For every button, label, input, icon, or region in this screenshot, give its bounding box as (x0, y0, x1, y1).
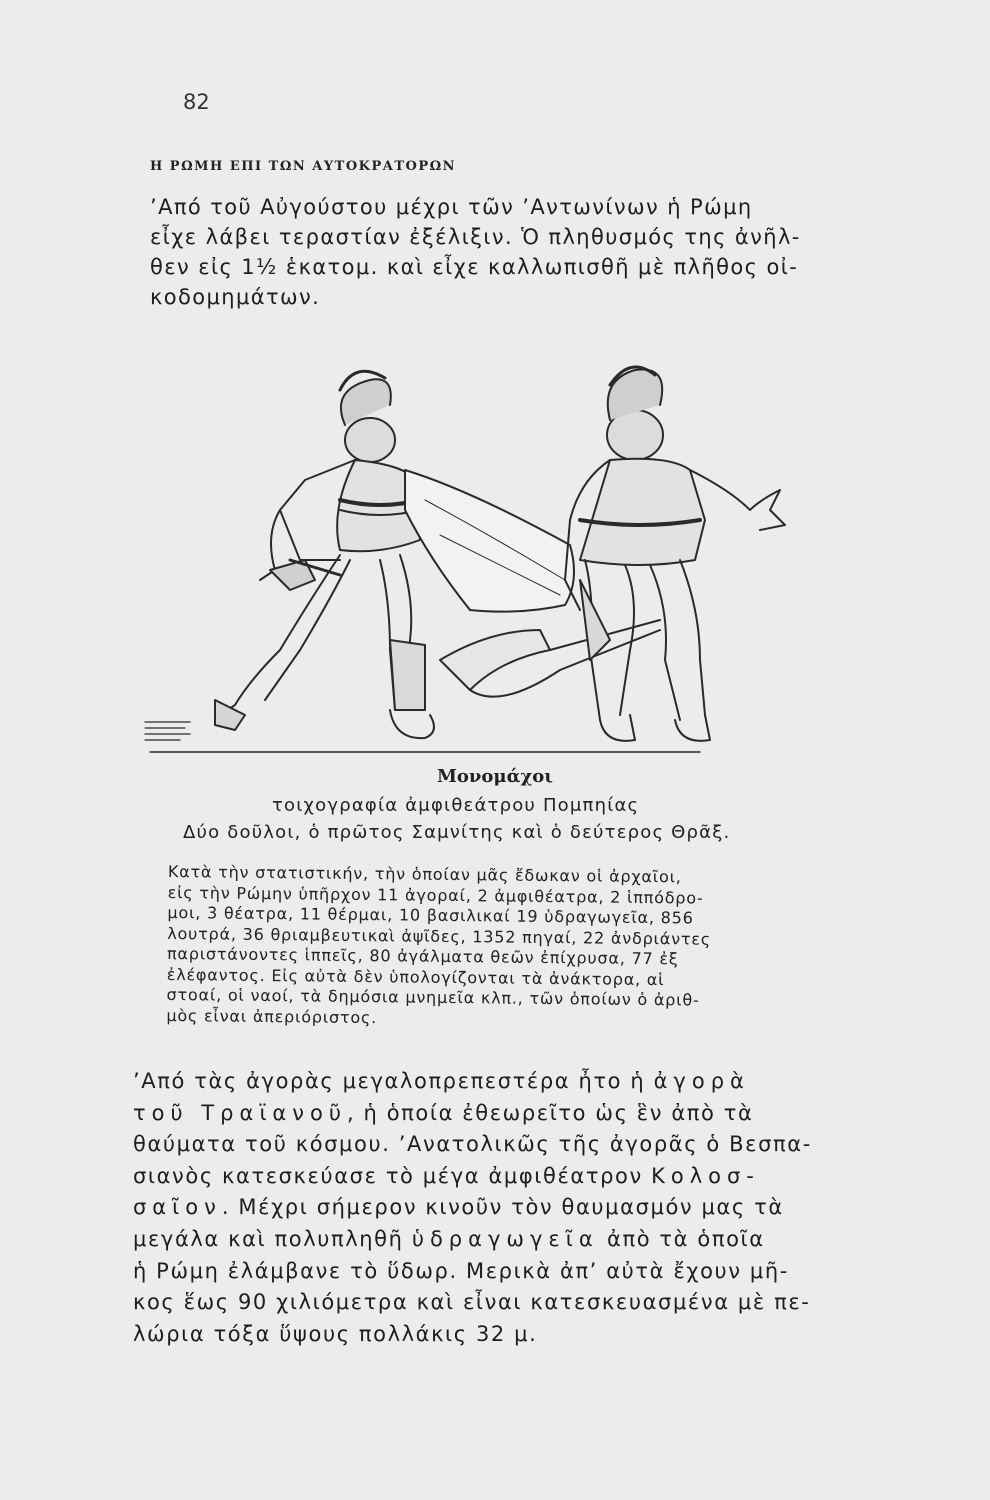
samnite-figure (215, 371, 574, 738)
main-text: , ἡ ὁποία ἐθεωρεῖτο ὡς ἓν ἀπὸ τὰ (347, 1100, 754, 1125)
emphasis-agora: ἀγορὰ (653, 1069, 750, 1093)
gladiators-engraving (140, 360, 800, 760)
main-paragraph (133, 1066, 863, 1350)
intro-paragraph (150, 192, 872, 312)
main-text: μεγάλα καὶ πολυπληθῆ (133, 1226, 412, 1251)
note-line: εἰς τὴν Ρώμην ὑπῆρχον 11 ἀγοραί, 2 ἀμφιθέατρα, 2 ἱππόδρο- (167, 882, 704, 908)
main-text: ’Από τὰς ἀγορὰς μεγαλοπρεπεστέρα ἦτο ἡ (133, 1069, 654, 1093)
emphasis-colosseum-cont: σαῖον (133, 1195, 222, 1220)
running-head: Η ΡΩΜΗ ΕΠΙ ΤΩΝ ΑΥΤΟΚΡΑΤΟΡΩΝ (150, 159, 457, 174)
figure-caption-line: τοιχογραφία ἀμφιθεάτρου Πομπηίας (272, 795, 640, 816)
emphasis-trajan: τοῦ Τραϊανοῦ (133, 1100, 347, 1125)
main-text: ἀπὸ τὰ ὁποῖα (598, 1226, 765, 1251)
main-line (133, 1066, 863, 1098)
page-number: 82 (183, 90, 210, 114)
main-line (133, 1098, 863, 1130)
intro-line: κοδομημάτων. (150, 285, 321, 309)
statistics-note (166, 862, 853, 1033)
main-line (133, 1192, 863, 1224)
gladiators-illustration (140, 360, 800, 760)
main-line: λώρια τόξα ὕψους πολλάκις 32 μ. (133, 1321, 538, 1346)
main-line: κος ἕως 90 χιλιόμετρα καὶ εἶναι κατεσκευασμένα μὲ πε- (133, 1290, 811, 1315)
figure-caption-title: Μονομάχοι (437, 766, 554, 787)
note-line: μὸς εἶναι ἀπεριόριστος. (166, 1005, 378, 1027)
intro-line: θεν εἰς 1½ ἑκατομ. καὶ εἶχε καλλωπισθῆ μὲ πλῆθος οἰ- (150, 255, 799, 279)
intro-line: εἶχε λάβει τεραστίαν ἐξέλιξιν. Ὁ πληθυσμός της ἀνῆλ- (150, 225, 801, 249)
figure-caption-line: Δύο δοῦλοι, ὁ πρῶτος Σαμνίτης καὶ ὁ δεύτερος Θρᾶξ. (183, 822, 731, 843)
emphasis-aqueducts: ὑδραγωγεῖα (411, 1226, 599, 1251)
note-line: Κατὰ τὴν στατιστικήν, τὴν ὁποίαν μᾶς ἔδωκαν οἱ ἀρχαῖοι, (167, 862, 682, 887)
emphasis-colosseum: Κολοσ- (651, 1163, 760, 1188)
main-line: ἡ Ρώμη ἐλάμβανε τὸ ὕδωρ. Μερικὰ ἀπ’ αὐτὰ ἔχουν μῆ- (133, 1258, 789, 1283)
note-line: στοαί, οἱ ναοί, τὰ δημόσια μνημεῖα κλπ., τῶν ὁποίων ὁ ἀριθ- (166, 984, 700, 1010)
note-line: παριστάνοντες ἱππεῖς, 80 ἀγάλματα θεῶν ἐπίχρυσα, 77 ἐξ (166, 943, 679, 969)
thracian-figure (565, 367, 785, 741)
note-line: ἐλέφαντος. Εἰς αὐτὰ δὲν ὑπολογίζονται τὰ ἀνάκτορα, αἱ (166, 964, 665, 989)
main-line: θαύματα τοῦ κόσμου. ’Ανατολικῶς τῆς ἀγορᾶς ὁ Βεσπα- (133, 1132, 812, 1157)
note-line: μοι, 3 θέατρα, 11 θέρμαι, 10 βασιλικαί 19 ὑδραγωγεῖα, 856 (167, 902, 694, 928)
main-text: . Μέχρι σήμερον κινοῦν τὸν θαυμασμόν μας τὰ (221, 1195, 784, 1220)
main-line (133, 1161, 863, 1193)
main-line (133, 1224, 863, 1256)
main-text: σιανὸς κατεσκεύασε τὸ μέγα ἀμφιθέατρον (133, 1163, 652, 1188)
intro-line: ’Από τοῦ Αὐγούστου μέχρι τῶν ’Αντωνίνων ἡ Ρώμη (150, 195, 753, 219)
note-line: λουτρά, 36 θριαμβευτικαὶ ἀψῖδες, 1352 πηγαί, 22 ἀνδριάντες (167, 923, 712, 949)
